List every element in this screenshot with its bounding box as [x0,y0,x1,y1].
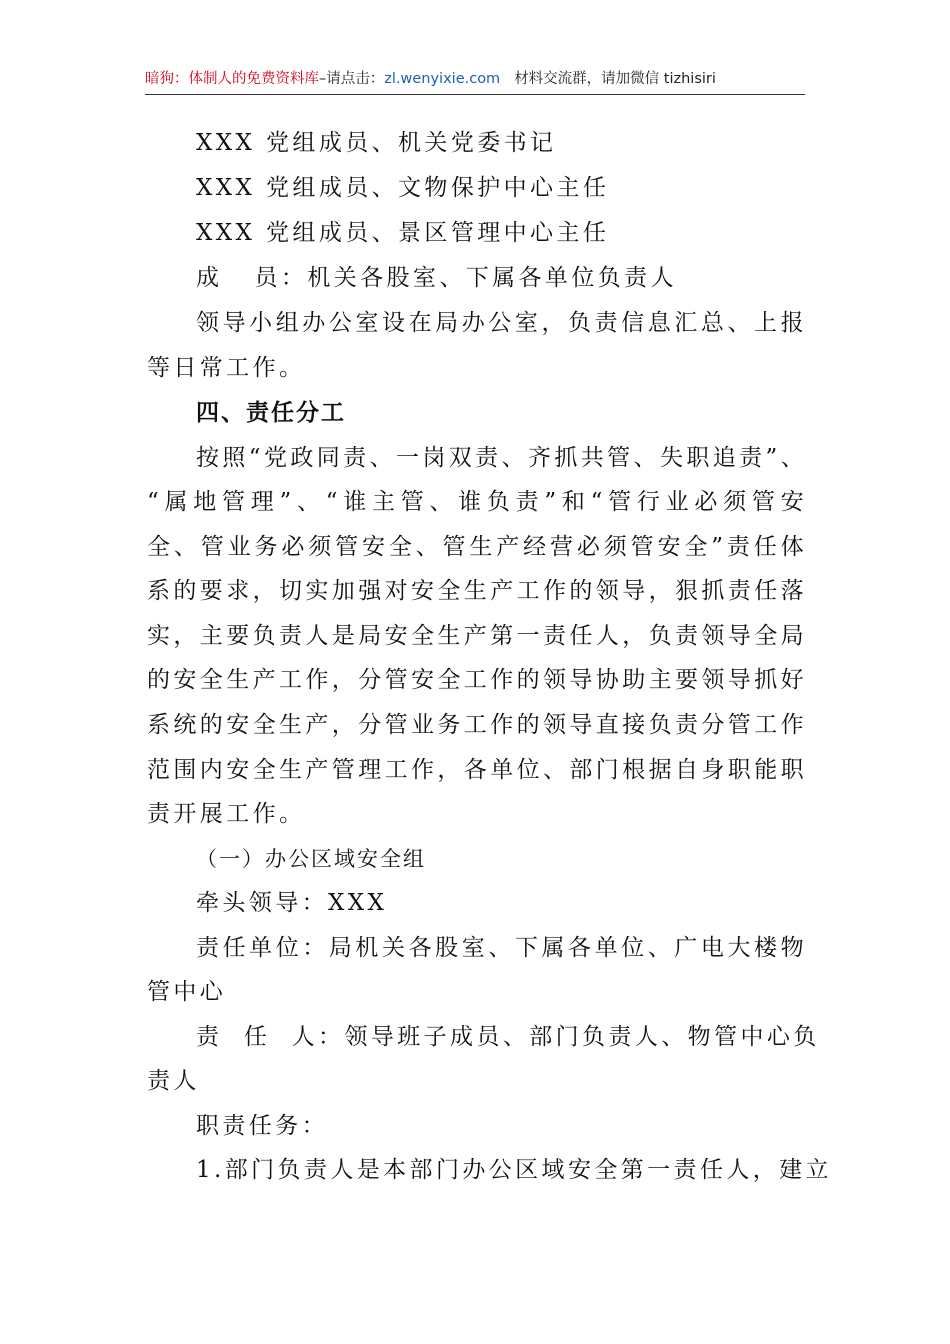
paragraph-line: 范围内安全生产管理工作，各单位、部门根据自身职能职 [147,757,807,783]
header-group-note: 材料交流群，请加微信 tizhisiri [514,71,716,87]
section-heading: 四、责任分工 [196,400,346,426]
page-header [145,66,805,95]
header-brand: 暗狗：体制人的免费资料库 [145,71,319,87]
responsible-person-line-cont: 责人 [147,1068,200,1094]
header-click-label: –请点击： [319,71,385,87]
responsible-unit-line-cont: 管中心 [147,979,227,1005]
paragraph-line: 实，主要负责人是局安全生产第一责任人，负责领导全局 [147,623,807,649]
paragraph-line: 责开展工作。 [147,801,306,827]
member-line-4: 成 员：机关各股室、下属各单位负责人 [196,265,677,291]
responsible-person-line: 责 任 人：领导班子成员、部门负责人、物管中心负 [196,1024,820,1050]
paragraph-line: 全、管业务必须管安全、管生产经营必须管安全”责任体 [147,534,807,560]
member-line-1: XXX 党组成员、机关党委书记 [196,130,557,156]
paragraph-line: 按照“党政同责、一岗双责、齐抓共管、失职追责”、 [196,445,808,471]
responsible-unit-line: 责任单位：局机关各股室、下属各单位、广电大楼物 [196,935,807,961]
paragraph-line: 等日常工作。 [147,355,306,381]
paragraph-line: 系统的安全生产，分管业务工作的领导直接负责分管工作 [147,712,807,738]
paragraph-line: 系的要求，切实加强对安全生产工作的领导，狠抓责任落 [147,578,807,604]
member-line-3: XXX 党组成员、景区管理中心主任 [196,220,610,246]
subsection-heading: （一）办公区域安全组 [196,847,426,871]
header-site-link[interactable]: zl.wenyixie.com [384,71,501,87]
paragraph-line: 领导小组办公室设在局办公室，负责信息汇总、上报 [196,310,807,336]
paragraph-line: 的安全生产工作，分管安全工作的领导协助主要领导抓好 [147,667,807,693]
lead-leader-line: 牵头领导：XXX [196,890,388,916]
paragraph-line: “属地管理”、“谁主管、谁负责”和“管行业必须管安 [147,489,807,515]
duty-item-1: 1.部门负责人是本部门办公区域安全第一责任人，建立 [196,1157,832,1183]
duties-label: 职责任务： [196,1113,328,1139]
member-line-2: XXX 党组成员、文物保护中心主任 [196,175,610,201]
